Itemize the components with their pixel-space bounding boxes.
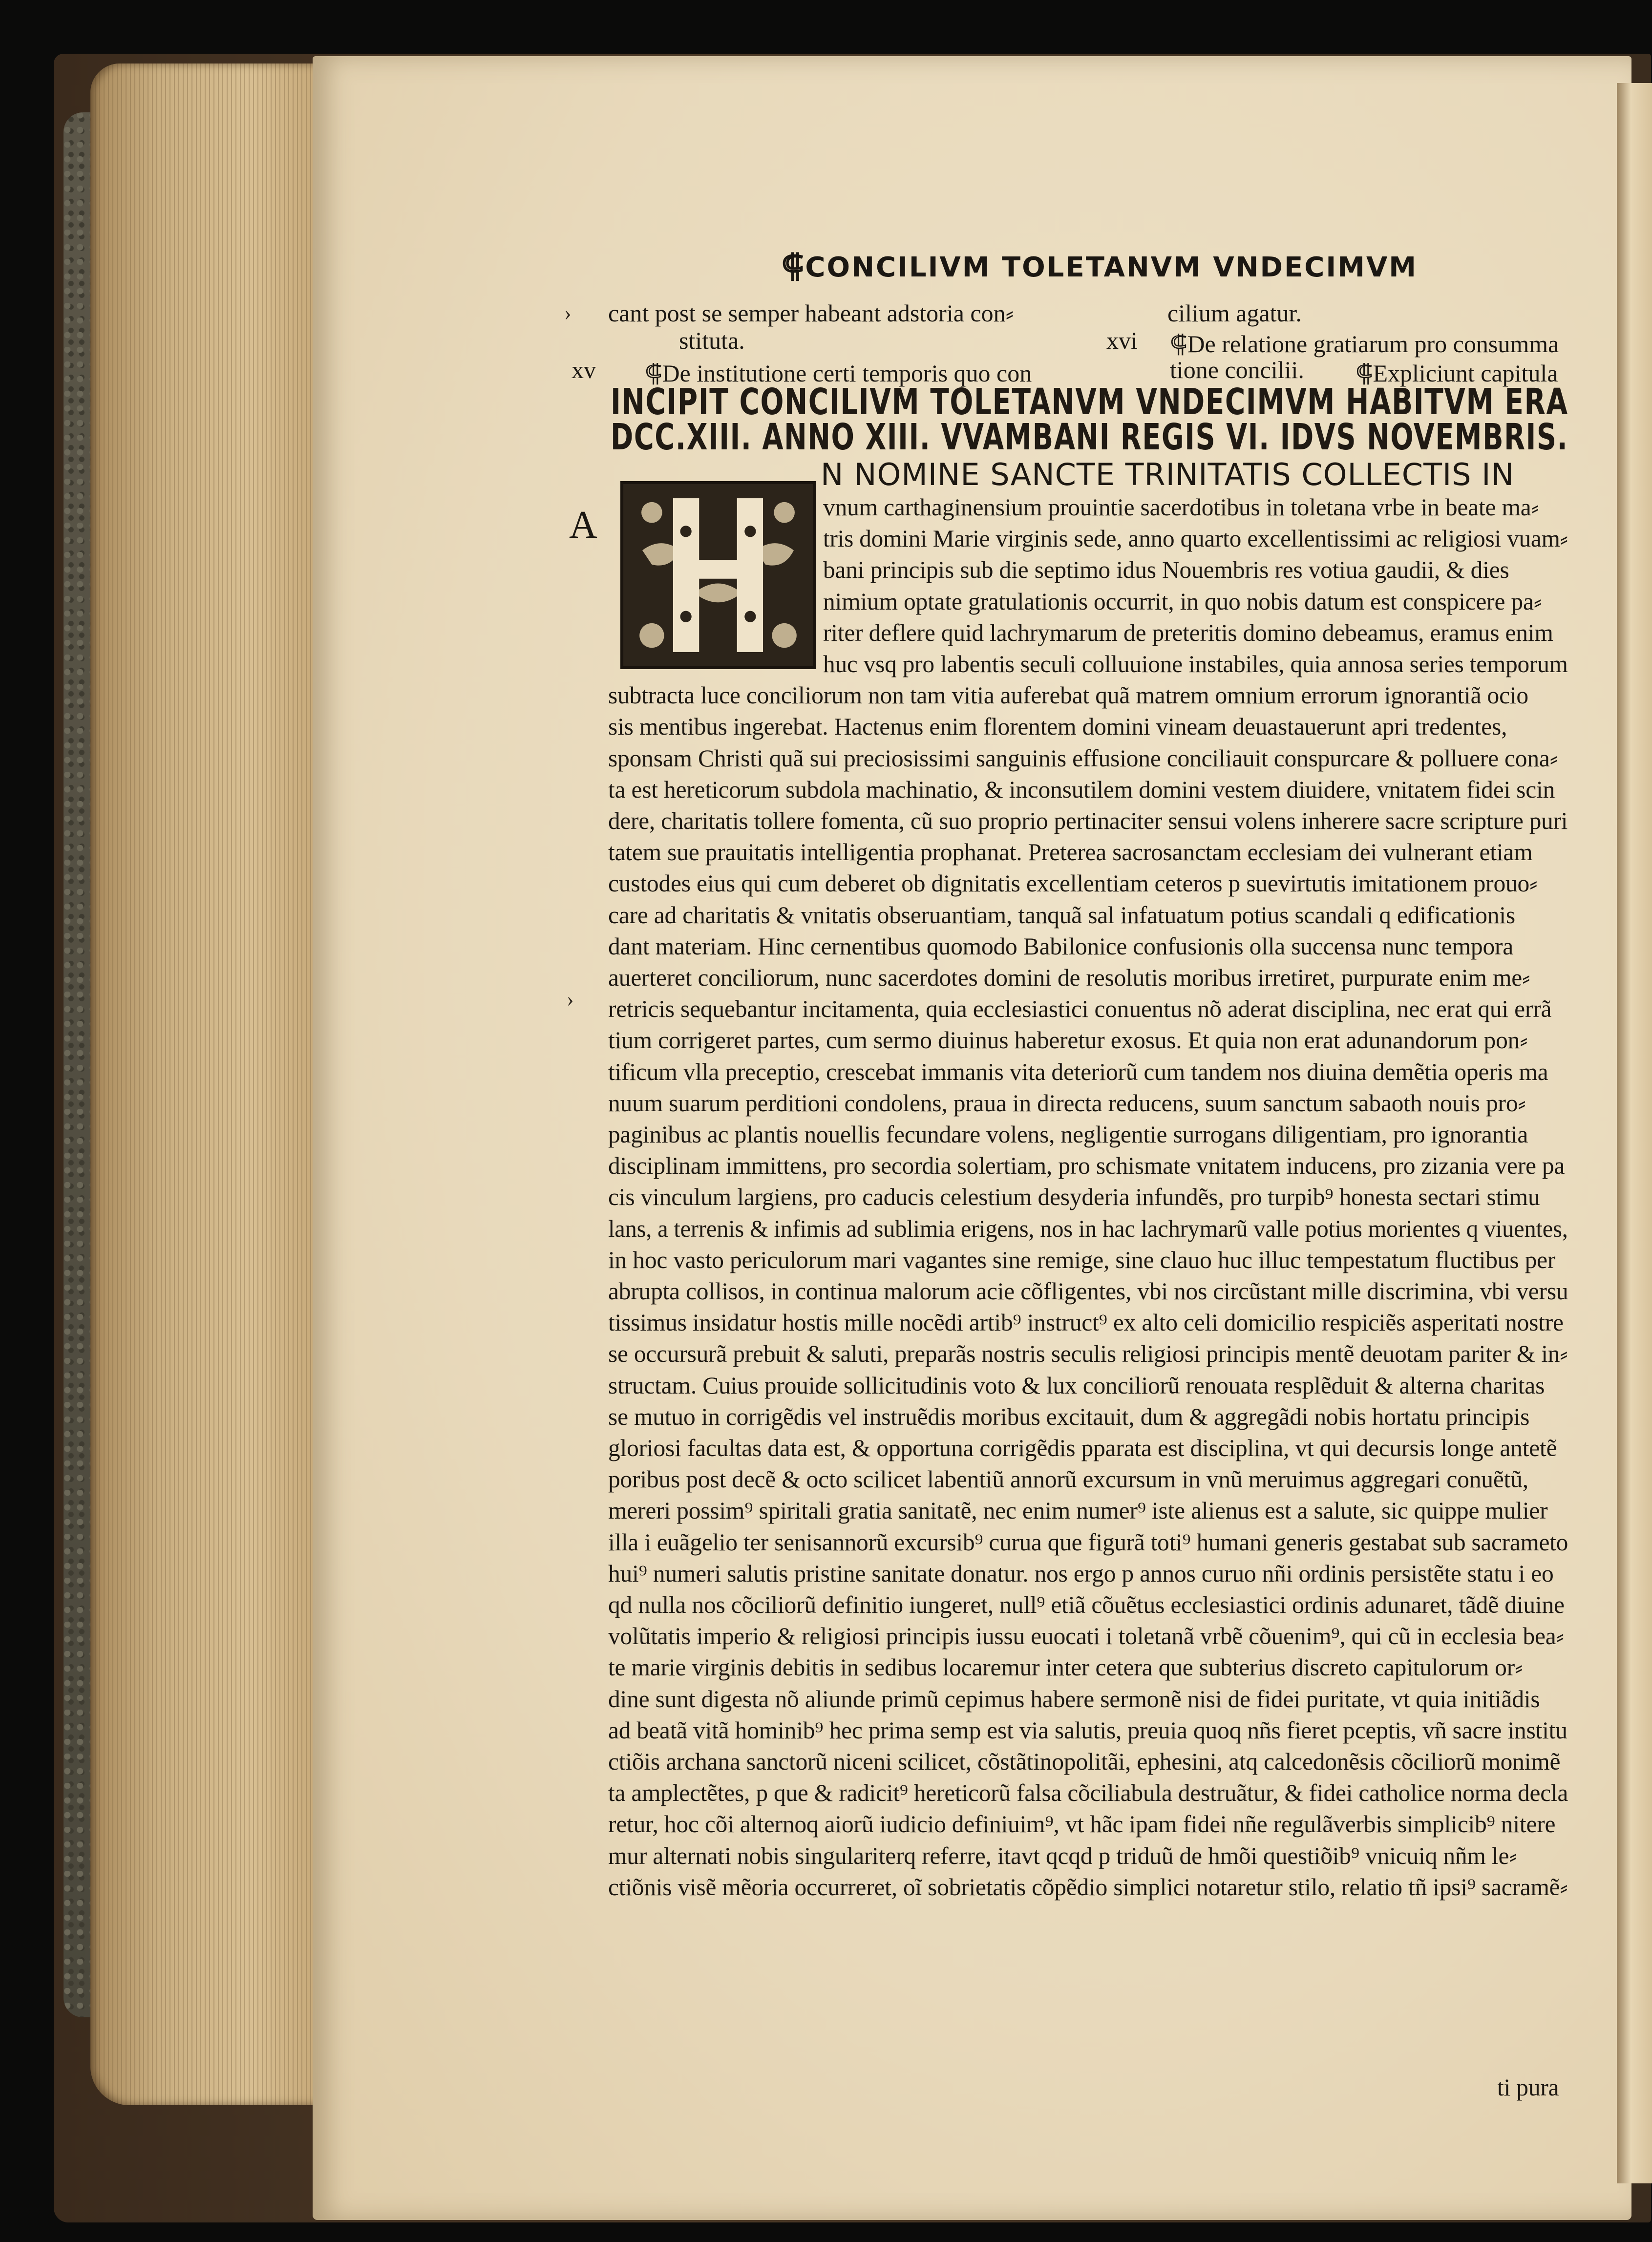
body-line: mur alternati nobis singulariterq referre, itavt qcqd p triduũ de hmõi questiõib⁹ vnicuiq nñm le⸗ [608, 1842, 1517, 1869]
chapter-list-line-1-right: cilium agatur. [1167, 299, 1302, 327]
margin-letter: A [569, 504, 597, 547]
body-opening: N NOMINE SANCTE TRINITATIS COLLECTIS IN [821, 457, 1514, 492]
body-line: gloriosi facultas data est, & opportuna corrigẽdis pparata est disciplina, vt qui decursis longe antetẽ [608, 1435, 1557, 1461]
body-line: poribus post decẽ & octo scilicet labentiũ annorũ excursum in vnũ meruimus aggregari conuẽtũ, [608, 1466, 1528, 1493]
body-line: hui⁹ numeri salutis pristine sanitate donatur. nos ergo p annos curuo nñi ordinis persistẽte statu i eo [608, 1560, 1554, 1587]
margin-mark: › [564, 301, 572, 325]
body-line: dine sunt digesta nõ aliunde primũ cepimus habere sermonẽ nisi de fidei puritate, vt quia initiãdis [608, 1685, 1540, 1713]
body-line: ctiõnis visẽ mẽoria occurreret, oĩ sobrietatis cõpẽdio simplici notaretur stilo, relatio tñ ipsi⁹ sacramẽ⸗ [608, 1873, 1568, 1901]
body-line: sis mentibus ingerebat. Hactenus enim florentem domini vineam deuastauerunt apri tredentes, [608, 713, 1507, 740]
body-line: cis vinculum largiens, pro caducis celestium desyderia infundẽs, pro turpib⁹ honesta sectari stimu [608, 1184, 1540, 1211]
body-line: abrupta collisos, in continua malorum acie cõfligentes, vbi nos circũstant mille discrimina, vbi versu [608, 1278, 1568, 1305]
body-line: qd nulla nos cõciliorũ definitio iungeret, null⁹ etiã cõuẽtus ecclesiastici ordinis adunaret, tãdẽ diuine [608, 1591, 1565, 1618]
body-line: se mutuo in corrigẽdis vel instruẽdis moribus excitauit, dum & aggregãdi nobis hortatu principis [608, 1403, 1530, 1430]
chapter-list-line-2-right [1170, 326, 1559, 360]
body-line: nimium optate gratulationis occurrit, in quo nobis datum est conspicere pa⸗ [823, 588, 1542, 615]
page-stack-edge [90, 63, 320, 2105]
chapter-list-line-3-mid: tione concilii. [1170, 356, 1304, 383]
body-line: se occursurã prebuit & saluti, preparãs nostris seculis religiosi principis mentẽ deuotam pariter & in⸗ [608, 1340, 1568, 1368]
body-line: subtracta luce conciliorum non tam vitia auferebat quã matrem omnium errorum ignorantiã ocio [608, 682, 1528, 709]
body-line: auerteret conciliorum, nunc sacerdotes domini de resolutis moribus irretiret, purpurate enim me⸗ [608, 964, 1530, 991]
chapter-number: xvi [1106, 327, 1138, 354]
body-line: sponsam Christi quã sui preciosissimi sanguinis effusione conciliauit conspurcare & polluere cona⸗ [608, 744, 1558, 772]
body-line: lans, a terrenis & infimis ad sublimia erigens, nos in hac lachrymarũ valle potius morientes q viuentes, [608, 1215, 1568, 1242]
chapter-list-text: De institutione certi temporis quo con [662, 360, 1032, 387]
body-line: huc vsq pro labentis seculi colluuione instabiles, quia annosa series temporum [823, 651, 1568, 677]
body-line: riter deflere quid lachrymarum de preteritis domino debeamus, eramus enim [823, 619, 1553, 646]
chapter-list-text: cant post se semper habeant adstoria con⸗ [608, 299, 1014, 327]
margin-mark: › [567, 987, 574, 1011]
pilcrow-icon: ⸿ [645, 360, 662, 387]
body-line: paginibus ac plantis nouellis fecundare volens, negligentie surrogans diligentiam, pro ignorantia [608, 1121, 1528, 1148]
chapter-list-text: Expliciunt capitula [1373, 360, 1558, 387]
body-line: bani principis sub die septimo idus Nouembris res votiua gaudii, & dies [823, 556, 1509, 584]
chapter-list-line-2: stituta. [679, 327, 745, 354]
body-line: structam. Cuius prouide sollicitudinis voto & lux conciliorũ renouata resplẽduit & alterna charitas [608, 1372, 1545, 1399]
running-head [782, 243, 1418, 286]
body-line: tificum vlla preceptio, crescebat immanis vita deteriorũ cum tandem nos diuina demẽtia operis ma [608, 1058, 1548, 1085]
chapter-list-line-1 [608, 299, 1014, 327]
chapter-number: xv [572, 356, 596, 383]
body-line: vnum carthaginensium prouintie sacerdotibus in toletana vrbe in beate ma⸗ [823, 494, 1539, 521]
body-line: retur, hoc cõi alternoq aiorũ iudicio definiuim⁹, vt hãc ipam fidei nñe regulãverbis simplicib⁹ nitere [608, 1811, 1556, 1838]
body-line: ad beatã vitã hominib⁹ hec prima semp est via salutis, preuia quoq nñs fieret pceptis, vñ sacre institu [608, 1716, 1567, 1744]
pilcrow-icon: ⸿ [1355, 360, 1373, 387]
body-line: mereri possim⁹ spiritali gratia sanitatẽ, nec enim numer⁹ iste alienus est a salute, sic quippe mulier [608, 1497, 1548, 1524]
body-line: te marie virginis debitis in sedibus locaremur inter cetera que subterius discreto capitulorum or⸗ [608, 1654, 1523, 1681]
catchword: ti pura [1497, 2074, 1559, 2101]
chapter-list-text: De relatione gratiarum pro consumma [1187, 330, 1559, 358]
body-line: illa i euãgelio ter senisannorũ excursib⁹ curua que figurã toti⁹ humani generis gestabat sub sacrameto [608, 1528, 1568, 1556]
running-head-title: CONCILIVM TOLETANVM VNDECIMVM [805, 252, 1418, 283]
body-line: custodes eius qui cum deberet ob dignitatis excellentiam ceteros p suevirtutis imitationem prouo⸗ [608, 870, 1538, 897]
pilcrow-icon: ⸿ [782, 248, 805, 284]
woodcut-initial-h [620, 481, 816, 669]
decorated-initial-icon [623, 484, 813, 666]
body-line: tris domini Marie virginis sede, anno quarto excellentissimi ac religiosi vuam⸗ [823, 525, 1568, 552]
body-line: ctiõis archana sanctorũ niceni scilicet, cõstãtinopolitãi, ephesini, atq calcedonẽsis cõciliorũ monimẽ [608, 1748, 1561, 1775]
body-line: dere, charitatis tollere fomenta, cũ suo proprio pertinaciter sensui volens inherere sacre scripture puri [608, 807, 1568, 834]
body-line: retricis sequebantur incitamenta, quia ecclesiastici conuentus nõ aderat disciplina, nec erat qui errã [608, 995, 1552, 1023]
body-line: in hoc vasto periculorum mari vagantes sine remige, sine clauo huc illuc tempestatum fluctibus per [608, 1246, 1556, 1273]
body-line: nuum suarum perditioni condolens, praua in directa reducens, suum sanctum sabaoth nouis pro⸗ [608, 1089, 1526, 1117]
body-line: ta amplectẽtes, p que & radicit⁹ hereticorũ falsa cõciliabula destruãtur, & fidei catholice norma decla [608, 1779, 1568, 1807]
facing-page-edge [1617, 83, 1652, 2183]
body-line: dant materiam. Hinc cernentibus quomodo Babilonice confusionis olla succensa nunc tempora [608, 932, 1514, 960]
body-line: tatem sue prauitatis intelligentia prophanat. Preterea sacrosanctam ecclesiam dei vulnerant etiam [608, 839, 1533, 866]
pilcrow-icon: ⸿ [1170, 330, 1187, 358]
incipit-line-1: INCIPIT CONCILIVM TOLETANVM VNDECIMVM HABITVM ERA [611, 381, 1568, 423]
body-line: volũtatis imperio & religiosi principis iussu euocati i toletanã vrbẽ cõuenim⁹, qui cũ in ecclesia bea⸗ [608, 1623, 1564, 1650]
body-line: tium corrigeret partes, cum sermo diuinus haberetur exosus. Et quia non erat adunandorum pon⸗ [608, 1027, 1528, 1054]
body-line: care ad charitatis & vnitatis obseruantiam, tanquã sal infatuatum potius scandali q edificationis [608, 901, 1515, 929]
body-line: ta est hereticorum subdola machinatio, & inconsutilem domini vestem diuidere, vnitatem fidei scin [608, 776, 1555, 803]
body-line: tissimus insidatur hostis mille nocẽdi artib⁹ instruct⁹ ex alto celi domicilio respiciẽs asperitati nostre [608, 1309, 1564, 1336]
incipit-line-2: DCC.XIII. ANNO XIII. VVAMBANI REGIS VI. IDVS NOVEMBRIS. [611, 416, 1568, 458]
body-line: disciplinam immittens, pro secordia solertiam, pro schismate vnitatem inducens, pro zizania vere pa [608, 1152, 1565, 1180]
